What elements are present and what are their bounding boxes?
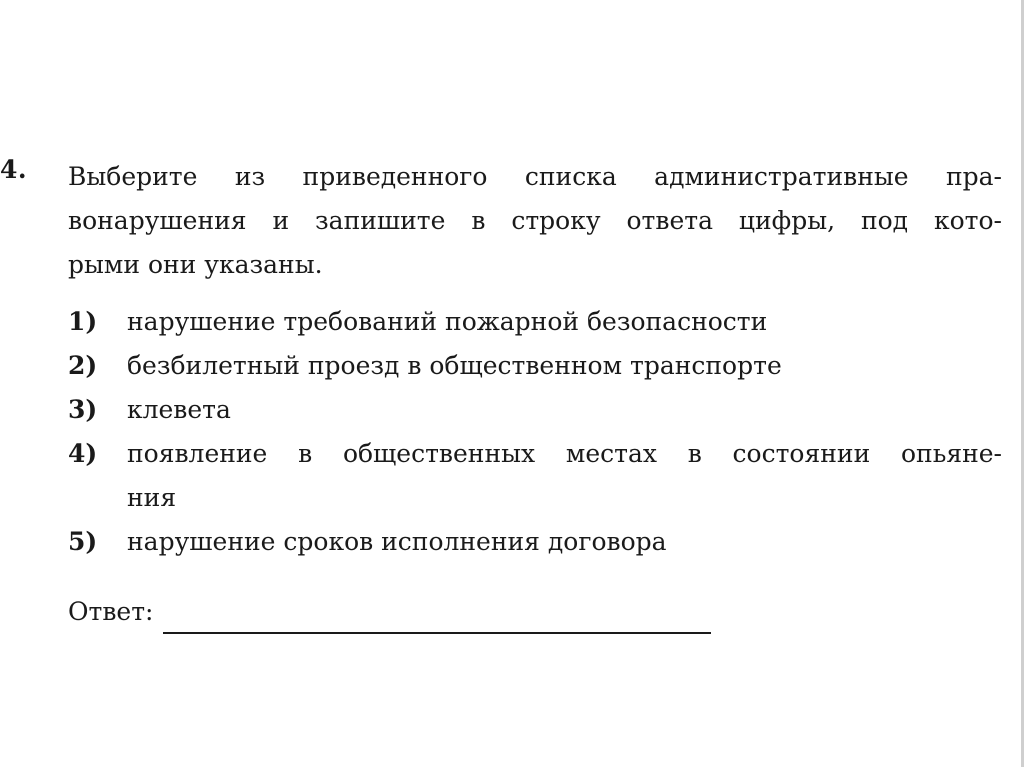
option-number: 1) <box>68 307 98 336</box>
option-line: безбилетный проезд в общественном транспорте <box>127 351 782 380</box>
option-number: 3) <box>68 395 98 424</box>
option-line: нарушение требований пожарной безопасности <box>127 307 768 336</box>
option-1 <box>68 300 1002 344</box>
question-stem <box>68 155 1002 287</box>
stem-line: Выберите из приведенного списка административные пра- <box>68 162 1002 191</box>
option-number: 2) <box>68 351 98 380</box>
option-2 <box>68 344 1002 388</box>
answer-label: Ответ: <box>68 597 154 626</box>
answer-options-list <box>68 300 1002 564</box>
option-text <box>127 344 1002 388</box>
option-line: клевета <box>127 395 231 424</box>
stem-line: рыми они указаны. <box>68 250 323 279</box>
option-text <box>127 388 1002 432</box>
option-line: появление в общественных местах в состоянии опьяне- <box>127 439 1002 468</box>
option-text <box>127 300 1002 344</box>
option-4 <box>68 432 1002 520</box>
option-3 <box>68 388 1002 432</box>
stem-line: вонарушения и запишите в строку ответа цифры, под кото- <box>68 206 1002 235</box>
option-line: нарушение сроков исполнения договора <box>127 527 667 556</box>
option-text <box>127 520 1002 564</box>
question-number: 4. <box>0 155 28 184</box>
answer-blank-line[interactable] <box>163 604 711 634</box>
option-number: 5) <box>68 527 98 556</box>
option-line: ния <box>127 483 177 512</box>
answer-row <box>68 590 711 634</box>
option-text <box>127 432 1002 520</box>
option-5 <box>68 520 1002 564</box>
option-number: 4) <box>68 439 98 468</box>
